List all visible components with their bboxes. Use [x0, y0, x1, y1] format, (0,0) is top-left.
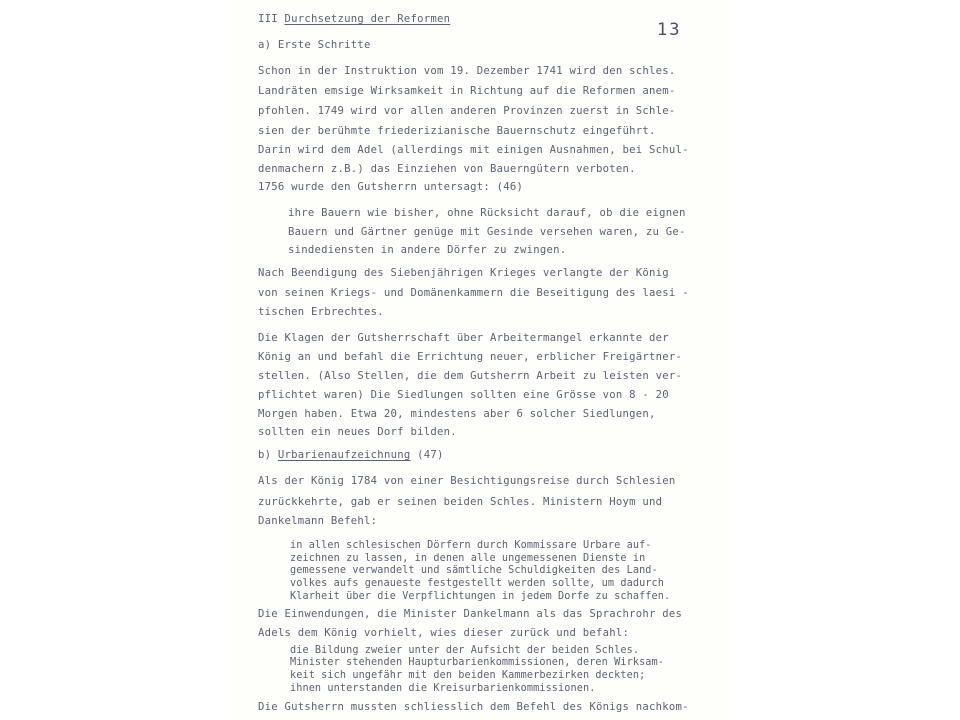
quote-line: gemessene verwandelt und sämtliche Schuldigkeiten des Land- [290, 565, 658, 576]
quote-line: volkes aufs genaueste festgestellt werden sollte, um dadurch [290, 578, 665, 589]
text-line: Landräten emsige Wirksamkeit in Richtung auf die Reformen anem- [258, 85, 676, 97]
text-line: stellen. (Also Stellen, die dem Gutsherrn Arbeit zu leisten ver- [258, 370, 683, 382]
page-number: 13 [657, 20, 682, 40]
text-line: tischen Erbrechtes. [258, 306, 384, 318]
text-line: Die Gutsherrn mussten schliesslich dem Befehl des Königs nachkom- [258, 701, 689, 713]
quote-line: die Bildung zweier unter der Aufsicht der beiden Schles. [290, 645, 640, 656]
section-a-title: a) Erste Schritte [258, 39, 371, 51]
text-line: zurückkehrte, gab er seinen beiden Schles. Ministern Hoym und [258, 496, 663, 508]
text-line: sollten ein neues Dorf bilden. [258, 426, 457, 438]
section-b-footnote: (47) [410, 449, 444, 461]
section-b-heading: Urbarienaufzeichnung [277, 449, 411, 461]
quote-line: sindediensten in andere Dörfer zu zwingen. [288, 244, 567, 256]
section-b-prefix: b) [258, 449, 278, 461]
quote-line: ihnen unterstanden die Kreisurbarienkommissionen. [290, 683, 596, 694]
text-line: König an und befahl die Errichtung neuer, erblicher Freigärtner- [258, 351, 683, 363]
quote-line: in allen schlesischen Dörfern durch Kommissare Urbare auf- [290, 540, 652, 551]
chapter-title: Durchsetzung der Reformen [284, 13, 451, 25]
text-line: denmachern z.B.) das Einziehen von Bauerngütern verboten. [258, 163, 636, 175]
text-line: pflichtet waren) Die Siedlungen sollten eine Grösse von 8 - 20 [258, 389, 669, 401]
text-line: von seinen Kriegs- und Domänenkammern die Beseitigung des laesi - [258, 287, 689, 299]
text-line: Die Einwendungen, die Minister Dankelmann als das Sprachrohr des [258, 608, 683, 620]
section-b-title [258, 450, 444, 461]
text-line: Nach Beendigung des Siebenjährigen Krieges verlangte der König [258, 267, 669, 279]
document-page [232, 0, 728, 720]
quote-line: keit sich ungefähr mit den beiden Kammerbezirken deckten; [290, 670, 646, 681]
text-line: Morgen haben. Etwa 20, mindestens aber 6 solcher Siedlungen, [258, 408, 656, 420]
quote-line: Bauern und Gärtner genüge mit Gesinde versehen waren, zu Ge- [288, 226, 686, 238]
text-line: Schon in der Instruktion vom 19. Dezember 1741 wird den schles. [258, 65, 676, 77]
quote-line: Minister stehenden Haupturbarienkommissionen, deren Wirksam- [290, 657, 665, 668]
quote-line: ihre Bauern wie bisher, ohne Rücksicht darauf, ob die eignen [288, 207, 686, 219]
chapter-heading [258, 14, 450, 25]
text-line: Dankelmann Befehl: [258, 515, 378, 527]
quote-line: Klarheit über die Verpflichtungen in jedem Dorfe zu schaffen. [290, 591, 671, 602]
text-line: Darin wird dem Adel (allerdings mit einigen Ausnahmen, bei Schul- [258, 144, 689, 156]
text-line: 1756 wurde den Gutsherrn untersagt: (46) [258, 181, 524, 193]
text-line: sien der berühmte friederizianische Bauernschutz eingeführt. [258, 125, 656, 137]
quote-line: zeichnen zu lassen, in denen alle ungemessenen Dienste in [290, 553, 646, 564]
chapter-number: III [258, 13, 285, 25]
text-line: Als der König 1784 von einer Besichtigungsreise durch Schlesien [258, 475, 676, 487]
text-line: Die Klagen der Gutsherrschaft über Arbeitermangel erkannte der [258, 332, 669, 344]
text-line: Adels dem König vorhielt, wies dieser zurück und befahl: [258, 627, 630, 639]
text-line: pfohlen. 1749 wird vor allen anderen Provinzen zuerst in Schle- [258, 105, 676, 117]
